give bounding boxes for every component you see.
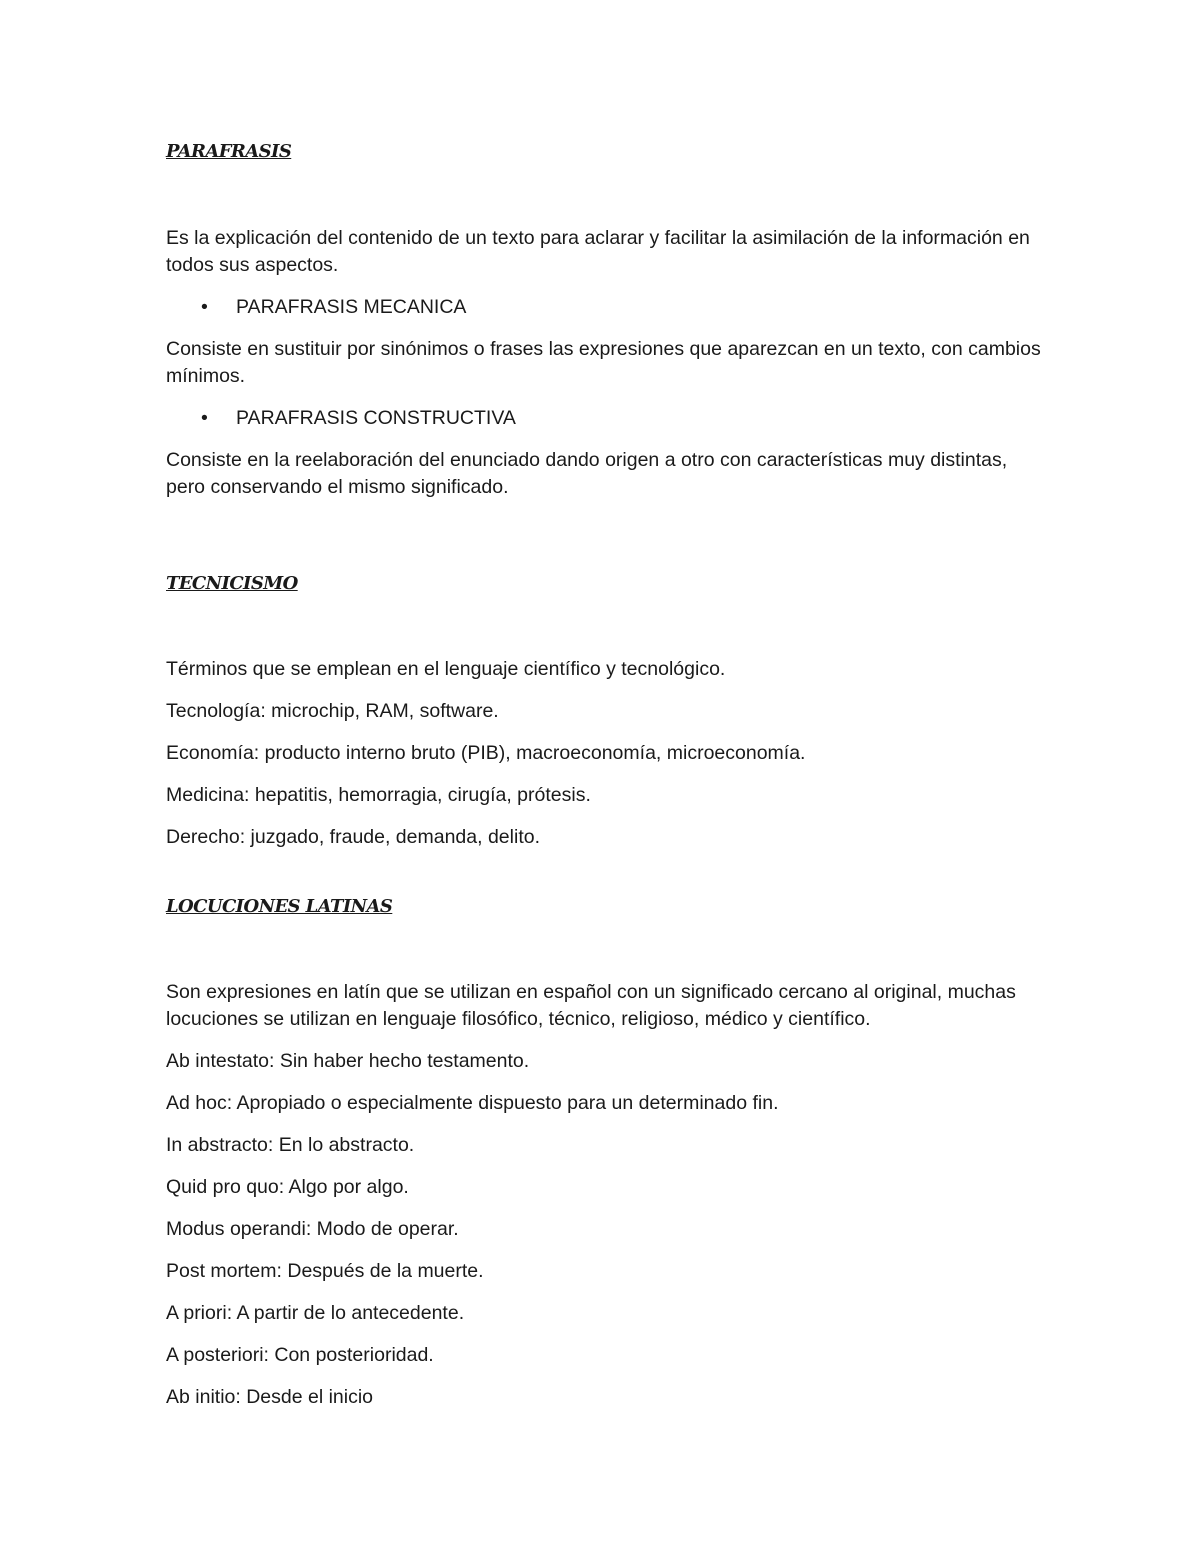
list-item: Quid pro quo: Algo por algo. [166, 1176, 409, 1198]
list-item: Modus operandi: Modo de operar. [166, 1218, 459, 1240]
tecnicismo-intro: Términos que se emplean en el lenguaje científico y tecnológico. [166, 658, 726, 680]
bullet-icon: • [201, 407, 208, 429]
list-item: Medicina: hepatitis, hemorragia, cirugía, prótesis. [166, 784, 591, 806]
list-item: Post mortem: Después de la muerte. [166, 1260, 484, 1282]
list-item: Ab initio: Desde el inicio [166, 1386, 374, 1408]
list-item: A priori: A partir de lo antecedente. [166, 1302, 465, 1324]
bullet-parafrasis-constructiva [166, 405, 1046, 432]
list-item: Economía: producto interno bruto (PIB), macroeconomía, microeconomía. [166, 742, 806, 764]
list-item: Ad hoc: Apropiado o especialmente dispuesto para un determinado fin. [166, 1092, 779, 1114]
document-page [166, 138, 1046, 1411]
locuciones-intro: Son expresiones en latín que se utilizan en español con un significado cercano al original, muchas locuciones se utilizan en lenguaje filosófico, técnico, religioso, médico y científico. [166, 981, 1016, 1030]
bullet-label: PARAFRASIS CONSTRUCTIVA [236, 407, 516, 429]
parafrasis-mecanica-desc: Consiste en sustituir por sinónimos o frases las expresiones que aparezcan en un texto, con cambios mínimos. [166, 338, 1041, 387]
bullet-parafrasis-mecanica [166, 294, 1046, 321]
bullet-icon: • [201, 296, 208, 318]
bullet-label: PARAFRASIS MECANICA [236, 296, 467, 318]
section-title-parafrasis: PARAFRASIS [166, 141, 292, 162]
list-item: In abstracto: En lo abstracto. [166, 1134, 415, 1156]
parafrasis-constructiva-desc: Consiste en la reelaboración del enunciado dando origen a otro con características muy distintas, pero conservando el mismo significado. [166, 449, 1008, 498]
list-item: Derecho: juzgado, fraude, demanda, delito. [166, 826, 540, 848]
list-item: Tecnología: microchip, RAM, software. [166, 700, 499, 722]
list-item: A posteriori: Con posterioridad. [166, 1344, 434, 1366]
list-item: Ab intestato: Sin haber hecho testamento. [166, 1050, 530, 1072]
parafrasis-intro: Es la explicación del contenido de un texto para aclarar y facilitar la asimilación de la información en todos sus aspectos. [166, 227, 1030, 276]
section-title-locuciones: LOCUCIONES LATINAS [166, 896, 393, 917]
section-title-tecnicismo: TECNICISMO [166, 573, 298, 594]
